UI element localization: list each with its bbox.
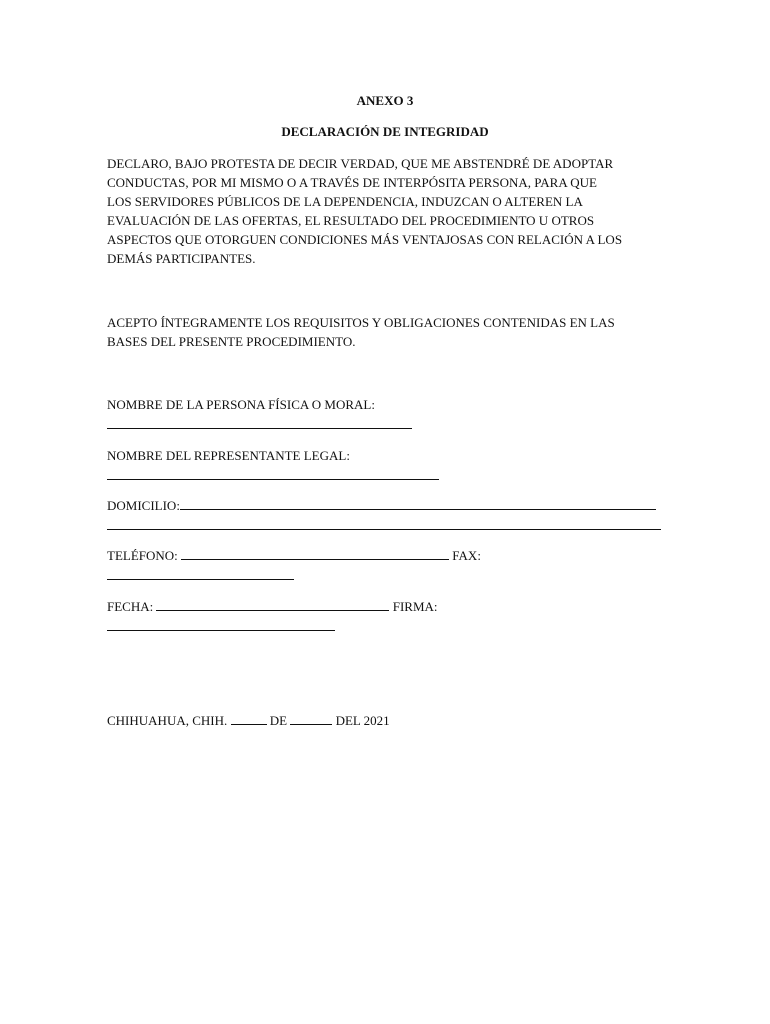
acceptance-paragraph xyxy=(107,313,667,351)
phone-blank[interactable] xyxy=(181,547,449,560)
place-date-line xyxy=(107,711,667,731)
address-field xyxy=(107,496,667,536)
signature-label: FIRMA: xyxy=(392,599,438,614)
person-name-label: NOMBRE DE LA PERSONA FÍSICA O MORAL: xyxy=(107,397,375,412)
address-label: DOMICILIO: xyxy=(107,498,180,513)
legal-rep-blank[interactable] xyxy=(107,467,439,480)
acceptance-line: BASES DEL PRESENTE PROCEDIMIENTO. xyxy=(107,334,356,349)
document-heading: ANEXO 3 xyxy=(356,93,414,108)
date-label: FECHA: xyxy=(107,599,154,614)
declaration-line: CONDUCTAS, POR MI MISMO O A TRAVÉS DE INTERPÓSITA PERSONA, PARA QUE xyxy=(107,175,597,190)
month-blank[interactable] xyxy=(290,712,332,725)
phone-fax-field xyxy=(107,546,667,586)
de-label: DE xyxy=(269,713,288,728)
legal-rep-field xyxy=(107,446,667,486)
declaration-line: DECLARO, BAJO PROTESTA DE DECIR VERDAD, QUE ME ABSTENDRÉ DE ADOPTAR xyxy=(107,156,614,171)
person-name-field xyxy=(107,395,667,435)
fax-blank[interactable] xyxy=(107,567,294,580)
acceptance-line: ACEPTO ÍNTEGRAMENTE LOS REQUISITOS Y OBLIGACIONES CONTENIDAS EN LAS xyxy=(107,315,615,330)
declaration-paragraph xyxy=(107,154,667,268)
fax-label: FAX: xyxy=(452,548,481,563)
address-blank[interactable] xyxy=(180,497,656,510)
signature-blank[interactable] xyxy=(107,618,335,631)
address-blank-2[interactable] xyxy=(107,517,661,530)
city-label: CHIHUAHUA, CHIH. xyxy=(107,713,228,728)
declaration-line: EVALUACIÓN DE LAS OFERTAS, EL RESULTADO DEL PROCEDIMIENTO U OTROS xyxy=(107,213,595,228)
document-subheading: DECLARACIÓN DE INTEGRIDAD xyxy=(281,124,489,139)
year-label: DEL 2021 xyxy=(335,713,390,728)
declaration-line: LOS SERVIDORES PÚBLICOS DE LA DEPENDENCIA, INDUZCAN O ALTEREN LA xyxy=(107,194,583,209)
legal-rep-label: NOMBRE DEL REPRESENTANTE LEGAL: xyxy=(107,448,350,463)
day-blank[interactable] xyxy=(231,712,267,725)
date-blank[interactable] xyxy=(156,598,389,611)
declaration-line: DEMÁS PARTICIPANTES. xyxy=(107,251,256,266)
person-name-blank[interactable] xyxy=(107,416,412,429)
date-signature-field xyxy=(107,597,667,637)
declaration-line: ASPECTOS QUE OTORGUEN CONDICIONES MÁS VENTAJOSAS CON RELACIÓN A LOS xyxy=(107,232,623,247)
phone-label: TELÉFONO: xyxy=(107,548,178,563)
